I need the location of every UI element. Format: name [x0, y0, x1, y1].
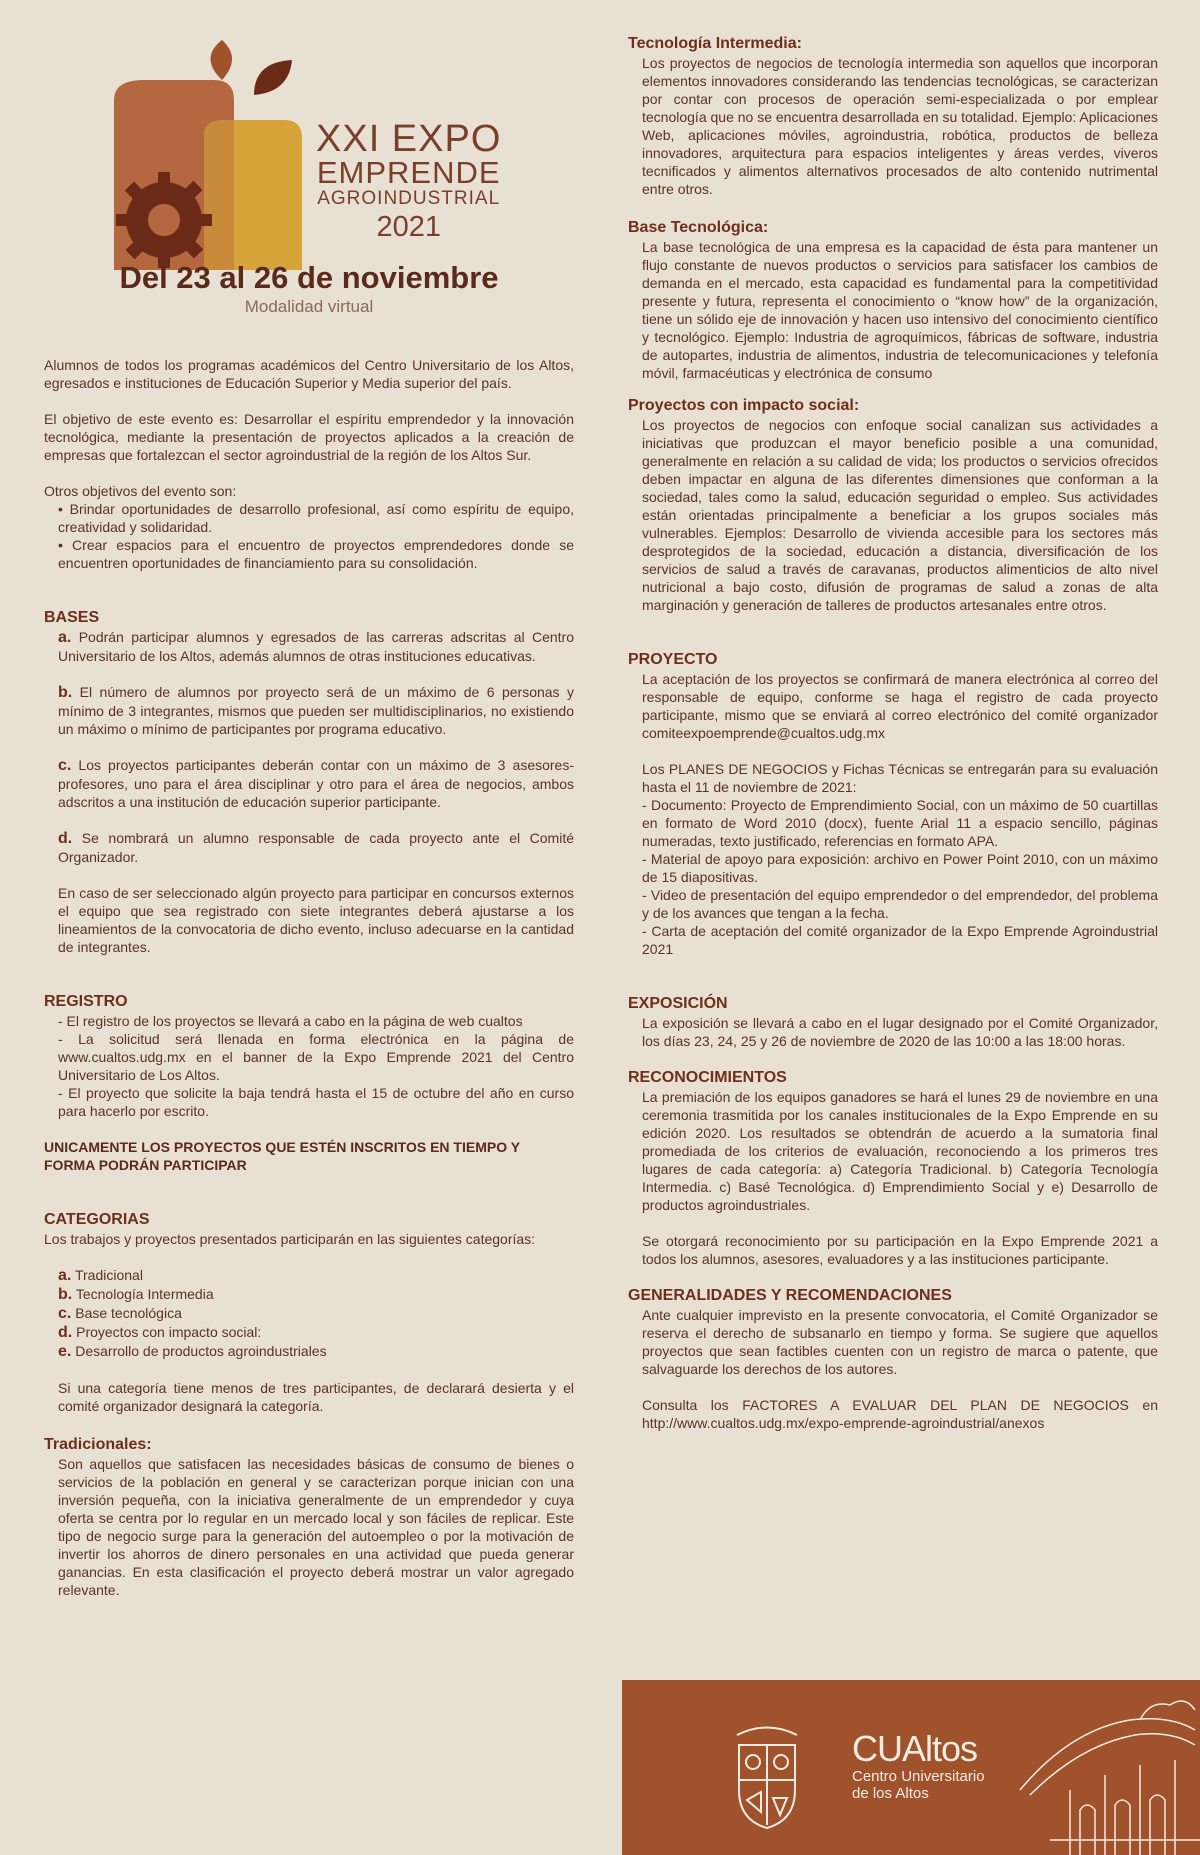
- generalidades-paragraph-1: Ante cualquier imprevisto en la presente convocatoria, el Comité Organizador se reserva el derecho de subsanarlo en tiempo y forma. Se sugiere que aquellos proyectos que sean factibles cuenten con un registro de marca o patente, que salvaguarde los derechos de los autores.: [642, 1307, 1158, 1377]
- bases-letter-c: c.: [58, 757, 72, 774]
- categoria-label: Tradicional: [74, 1267, 143, 1283]
- proyecto-item-3: - Video de presentación del equipo emprendedor o del emprendedor, del problema y de los avances que tengan a la fecha.: [642, 887, 1158, 921]
- categorias-note: Si una categoría tiene menos de tres participantes, de declarará desierta y el comité organizador designará la categoría.: [58, 1380, 574, 1414]
- registro-item-2: - La solicitud será llenada en forma electrónica en la página de www.cualtos.udg.mx en el banner de la Expo Emprende 2021 del Centro Universitario de Los Altos.: [58, 1031, 574, 1083]
- bases-text-a: Podrán participar alumnos y egresados de las carreras adscritas al Centro Universitario de los Altos, además alumnos de otras instituciones educativas.: [58, 629, 575, 664]
- registro-warning: UNICAMENTE LOS PROYECTOS QUE ESTÉN INSCRITOS EN TIEMPO Y FORMA PODRÁN PARTICIPAR: [44, 1139, 520, 1173]
- base-tecnologica-text: La base tecnológica de una empresa es la capacidad de ésta para mantener un flujo constante de nuevos productos o servicios para satisfacer los cambios de demanda en el mercado, esta capacidad es fundamental para la competitividad presente y futura, representa el conocimiento o “know how” de la organización, tiene un sólido eje de innovación y hacen uso intensivo del conocimiento científico y tecnológico. Ejemplo: Industria de agroquímicos, fábricas de software, industria de autopartes, industria de alimentos, industria de telecomunicaciones y telefonía móvil, farmacéuticas y electrónica de consumo: [642, 239, 1158, 381]
- university-seal-icon: [727, 1720, 807, 1830]
- left-column: [44, 20, 574, 1599]
- exposicion-heading: EXPOSICIÓN: [628, 995, 728, 1012]
- reconocimientos-heading: RECONOCIMIENTOS: [628, 1069, 787, 1086]
- cualtos-sub-2: de los Altos: [852, 1785, 929, 1802]
- categorias-list: [44, 1266, 574, 1361]
- building-illustration-icon: [1010, 1690, 1200, 1855]
- proyecto-item-4: - Carta de aceptación del comité organizador de la Expo Emprende Agroindustrial 2021: [642, 923, 1158, 957]
- tecnologia-intermedia-text: Los proyectos de negocios de tecnología intermedia son aquellos que incorporan elementos innovadores considerando las tendencias tecnológicas, se caracterizan por contar con procesos de operación semi-especializada o por emplear tecnología que no se encuentra desarrollada en su totalidad. Ejemplo: Aplicaciones Web, aplicaciones móviles, agroindustria, robótica, productos de belleza innovadores, arquitectura para espacios inteligentes y áreas verdes, viveros tecnificados y alimentos alternativos procesados de alto contenido nutrimental entre otros.: [642, 55, 1159, 197]
- generalidades-heading: GENERALIDADES Y RECOMENDACIONES: [628, 1287, 952, 1304]
- bases-text-d: Se nombrará un alumno responsable de cada proyecto ante el Comité Organizador.: [58, 830, 575, 865]
- categoria-letter: b.: [58, 1286, 73, 1303]
- categoria-label: Desarrollo de productos agroindustriales: [75, 1343, 327, 1359]
- bases-text-c: Los proyectos participantes deberán contar con un máximo de 3 asesores-profesores, uno para el área disciplinar y otro para el área de negocios, ambos adscritos a una institución de educación superior participante.: [58, 757, 575, 810]
- event-mode: Modalidad virtual: [244, 297, 374, 316]
- registro-heading: REGISTRO: [44, 993, 128, 1010]
- registro-item-3: - El proyecto que solicite la baja tendrá hasta el 15 de octubre del año en curso para hacerlo por escrito.: [58, 1085, 574, 1119]
- exposicion-text: La exposición se llevará a cabo en el lugar designado por el Comité Organizador, los días 23, 24, 25 y 26 de noviembre de 2020 de las 10:00 a las 18:00 horas.: [642, 1015, 1158, 1049]
- categoria-item: [58, 1342, 574, 1361]
- cualtos-sub-1: Centro Universitario: [852, 1768, 985, 1785]
- event-title-line3: AGROINDUSTRIAL: [317, 188, 501, 209]
- proyecto-heading: PROYECTO: [628, 651, 718, 668]
- categoria-letter: d.: [58, 1324, 73, 1341]
- registro-item-1: - El registro de los proyectos se llevará a cabo en la página de web cualtos: [58, 1013, 523, 1029]
- reconocimientos-paragraph-1: La premiación de los equipos ganadores se hará el lunes 29 de noviembre en una ceremonia trasmitida por los canales institucionales de la Expo Emprende en su edición 2020. Los resultados se obtendrán de acuerdo a la sumatoria final promediada de los criterios de evaluación, reconociendo a los primeros tres lugares de cada categoría: a) Categoría Tradicional. b) Categoría Tecnología Intermedia. c) Basé Tecnológica. d) Emprendimiento Social y e) Desarrollo de productos agroindustriales.: [642, 1089, 1158, 1213]
- proyecto-item-1: - Documento: Proyecto de Emprendimiento Social, con un máximo de 50 cuartillas en formato de Word 2010 (docx), fuente Arial 11 a espacio sencillo, páginas numeradas, texto justificado, referencias en formato APA.: [642, 797, 1158, 849]
- categorias-intro: Los trabajos y proyectos presentados participarán en las siguientes categorías:: [44, 1231, 536, 1247]
- tecnologia-intermedia-heading: Tecnología Intermedia:: [628, 35, 802, 52]
- generalidades-paragraph-2: Consulta los FACTORES A EVALUAR DEL PLAN DE NEGOCIOS en http://www.cualtos.udg.mx/expo-emprende-agroindustrial/anexos: [642, 1397, 1158, 1431]
- reconocimientos-paragraph-2: Se otorgará reconocimiento por su participación en la Expo Emprende 2021 a todos los alumnos, asesores, evaluadores y a las instituciones participante.: [642, 1233, 1158, 1267]
- intro-bullet-1: • Brindar oportunidades de desarrollo profesional, así como espíritu de equipo, creatividad y solidaridad.: [58, 501, 574, 535]
- event-title-line1: XXI EXPO: [316, 118, 502, 160]
- bases-text-b: El número de alumnos por proyecto será de un máximo de 6 personas y mínimo de 3 integrantes, mismos que pueden ser multidisciplinarios, no existiendo un máximo o mínimo de participantes por programa educativo.: [58, 684, 574, 737]
- proyecto-paragraph-1: La aceptación de los proyectos se confirmará de manera electrónica al correo del responsable de equipo, conforme se haga el registro de cada proyecto participante, mismo que se enviará al correo electrónico del comité organizador comiteexpoemprende@cualtos.udg.mx: [642, 671, 1158, 741]
- impacto-social-heading: Proyectos con impacto social:: [628, 397, 860, 414]
- intro-paragraph-2: El objetivo de este evento es: Desarrollar el espíritu emprendedor y la innovación tecnológica, mediante la presentación de proyectos aplicados a la creación de empresas que fortalezcan el sector agroindustrial de la región de los Altos Sur.: [44, 411, 574, 463]
- bases-item-c: [44, 756, 574, 811]
- event-header: [44, 20, 574, 320]
- categoria-item: [58, 1285, 574, 1304]
- categoria-item: [58, 1304, 574, 1323]
- tradicionales-text: Son aquellos que satisfacen las necesidades básicas de consumo de bienes o servicios de la población en general y se caracterizan porque inician con una inversión pequeña, con la iniciativa generalmente de un emprendedor y cuya oferta se centra por lo regular en un mercado local y son fáciles de replicar. Este tipo de negocio surge para la generación del autoempleo o por la motivación de invertir los ahorros de dinero personales en una actividad que pueda generar ganancias. En esta clasificación el proyecto deberá mostrar un valor agregado relevante.: [58, 1456, 574, 1598]
- cualtos-brand: CUAltos: [852, 1728, 978, 1769]
- cualtos-logo: [852, 1730, 985, 1802]
- proyecto-item-2: - Material de apoyo para exposición: archivo en Power Point 2010, con un máximo de 15 diapositivas.: [642, 851, 1158, 885]
- event-title: [316, 120, 501, 244]
- bases-item-b: [44, 683, 574, 738]
- categoria-label: Proyectos con impacto social:: [76, 1324, 262, 1340]
- footer-band: [622, 1680, 1200, 1855]
- base-tecnologica-heading: Base Tecnológica:: [628, 219, 769, 236]
- intro-paragraph-1: Alumnos de todos los programas académicos del Centro Universitario de los Altos, egresados e instituciones de Educación Superior y Media superior del país.: [44, 357, 574, 391]
- intro-paragraph-3: Otros objetivos del evento son:: [44, 483, 237, 499]
- categoria-letter: c.: [58, 1305, 72, 1322]
- categoria-item: [58, 1323, 574, 1342]
- bases-letter-b: b.: [58, 684, 73, 701]
- categoria-letter: e.: [58, 1343, 72, 1360]
- categoria-label: Base tecnológica: [75, 1305, 182, 1321]
- categoria-letter: a.: [58, 1267, 72, 1284]
- bases-letter-a: a.: [58, 629, 72, 646]
- bases-heading: BASES: [44, 609, 100, 626]
- event-year: 2021: [376, 211, 441, 243]
- tradicionales-heading: Tradicionales:: [44, 1436, 152, 1453]
- intro-bullet-2: • Crear espacios para el encuentro de proyectos emprendedores donde se encuentren oportunidades de financiamiento para su consolidación.: [58, 537, 574, 571]
- bases-note: En caso de ser seleccionado algún proyecto para participar en concursos externos el equipo que sea registrado con siete integrantes deberá ajustarse a los lineamientos de la convocatoria de dicho evento, incluso adecuarse en la cantidad de integrantes.: [58, 885, 574, 955]
- expo-logo-icon: [104, 40, 344, 270]
- bases-item-a: [44, 628, 574, 665]
- categoria-item: [58, 1266, 574, 1285]
- event-dates: Del 23 al 26 de noviembre: [119, 260, 499, 295]
- event-title-line2: EMPRENDE: [316, 155, 501, 190]
- proyecto-paragraph-2: Los PLANES DE NEGOCIOS y Fichas Técnicas se entregarán para su evaluación hasta el 11 de noviembre de 2021:: [642, 761, 1158, 795]
- impacto-social-text: Los proyectos de negocios con enfoque social canalizan sus actividades a iniciativas que produzcan el mayor beneficio posible a una comunidad, generalmente en relación a su calidad de vida; los productos o servicios ofrecidos deben impactar en alguna de las diferentes dimensiones que conforman a la sociedad, tales como la salud, educación seguridad o empleo. Sus actividades están orientadas principalmente a beneficiar a los grupos sociales más vulnerables. Ejemplos: Desarrollo de vivienda accesible para los sectores más desprotegidos de la sociedad, educación a distancia, diversificación de los servicios de salud a través de caravanas, productos alimenticios de alto nivel nutricional a bajo costo, difusión de programas de salud a zonas de alta marginación y generación de talleres de productos artesanales entre otros.: [642, 417, 1158, 613]
- right-column: [628, 34, 1158, 1432]
- bases-item-d: [44, 829, 574, 866]
- categoria-label: Tecnología Intermedia: [75, 1286, 214, 1302]
- bases-letter-d: d.: [58, 830, 73, 847]
- categorias-heading: CATEGORIAS: [44, 1211, 150, 1228]
